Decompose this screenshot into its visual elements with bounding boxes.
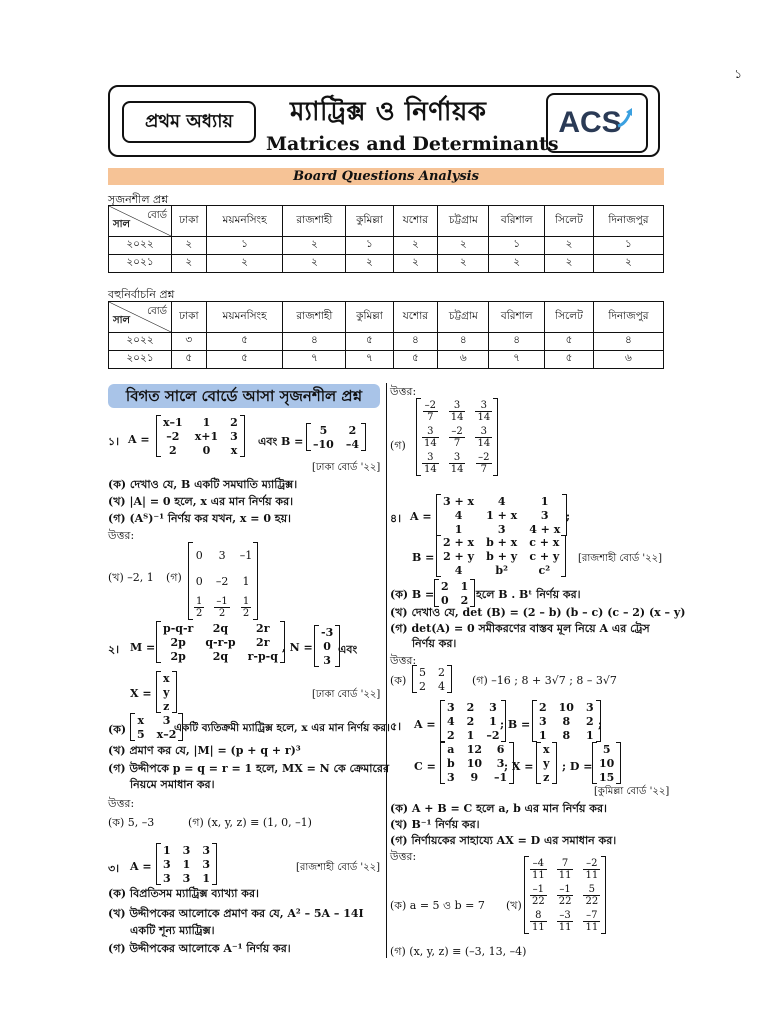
board-header-cell: বরিশাল (489, 302, 545, 333)
board-header-cell: দিনাজপুর (593, 302, 663, 333)
q5-answer-kha-label: (খ) (506, 899, 522, 912)
matrix-cell: -3 (321, 625, 334, 639)
count-cell: ৭ (346, 351, 393, 369)
header-board: বোর্ড (147, 306, 167, 317)
matrix-cell: –2 (215, 574, 229, 588)
matrix-cell: 3 (202, 843, 210, 857)
q4-part-ga-1: (গ) det(A) = 0 সমীকরণের বাস্তব মূল নিয়ে A এর ট্রেস (390, 622, 650, 635)
matrix-cell: x–2 (156, 727, 177, 741)
matrix-cell: 4 (447, 714, 455, 728)
matrix-cell: x (543, 742, 550, 756)
board-header-cell: যশোর (393, 302, 438, 333)
matrix-cell: –1 (239, 548, 253, 562)
matrix-cell: 0 (202, 443, 211, 457)
q5-source: [কুমিল্লা বোর্ড '২২] (594, 786, 670, 797)
q3-part-ka: (ক) বিপ্রতিসম ম্যাট্রিক্স ব্যাখ্যা কর। (108, 887, 259, 900)
matrix-cell: $\frac{-1}{22}$ (532, 883, 545, 907)
board-header-cell: সিলেট (545, 302, 594, 333)
count-cell: ৫ (172, 351, 207, 369)
q4-part-ga-2: নির্ণয় কর। (412, 637, 457, 650)
q2-number: ২। (108, 643, 120, 656)
q4-semicolon: ; (566, 510, 571, 523)
q1-part-ka: (ক) দেখাও যে, B একটি সমঘাতি ম্যাট্রিক্স। (108, 478, 298, 491)
matrix-cell: 1 (539, 728, 547, 742)
year-cell: ২০২১ (109, 351, 172, 369)
matrix-cell: 3 (230, 429, 238, 443)
q4-part-kha: (খ) দেখাও যে, det (B) = (2 – b) (b – c) (c – 2) (x – y) (390, 606, 686, 619)
matrix-cell: 1 (242, 574, 250, 588)
board-header-cell: ময়মনসিংহ (206, 302, 283, 333)
matrix-cell: 2 (585, 714, 594, 728)
q2-matrix-x (156, 671, 177, 713)
matrix-cell: 1 + x (486, 508, 518, 522)
matrix-cell: 1 (460, 579, 469, 593)
matrix-cell: 2q (212, 649, 229, 663)
board-header-cell: ঢাকা (172, 206, 207, 237)
count-cell: ৫ (545, 351, 594, 369)
q2-part-kha: (খ) প্রমাণ কর যে, |M| = (p + q + r)³ (108, 744, 301, 757)
header-year: সাল (113, 219, 130, 230)
matrix-cell: 2 (419, 679, 426, 693)
q5-semicolon: ; (598, 718, 603, 731)
table-row (109, 237, 664, 255)
matrix-cell: $\frac{8}{11}$ (532, 909, 545, 933)
q1-mid-text: এবং B = (258, 435, 304, 448)
q4-answer-ka-matrix (412, 665, 452, 693)
matrix-cell: 2 (230, 415, 238, 429)
matrix-cell: 0 (323, 639, 331, 653)
count-cell: ২ (438, 255, 489, 273)
creative-table (108, 205, 664, 273)
q4-answer-ga: (গ) –16 ; 8 + 3√7 ; 8 – 3√7 (472, 674, 617, 687)
matrix-cell: $\frac{-4}{11}$ (532, 857, 545, 881)
q2-answer-label: উত্তর: (108, 797, 135, 810)
q5-b-label: ; B = (500, 718, 531, 731)
board-header-cell: যশোর (393, 206, 438, 237)
matrix-cell: 3 (539, 714, 547, 728)
matrix-cell: 0 (441, 593, 449, 607)
matrix-cell: 2q (212, 621, 229, 635)
matrix-cell: –4 (345, 437, 359, 451)
count-cell: ২ (206, 255, 283, 273)
q2-mid-text: এবং (338, 643, 358, 656)
header-year: সাল (113, 315, 130, 326)
matrix-cell: x (163, 671, 170, 685)
acs-logo (546, 93, 648, 153)
matrix-cell: 2 (539, 700, 547, 714)
count-cell: ২ (283, 255, 346, 273)
q2-m-label: M = (130, 641, 156, 654)
count-cell: ৪ (438, 333, 489, 351)
matrix-cell: 3 (489, 700, 497, 714)
q4-ka-pre: (ক) B = (390, 588, 435, 601)
q2-matrix-m (156, 621, 285, 663)
q1-answer-ga-label: (গ) (166, 571, 182, 584)
year-cell: ২০২২ (109, 333, 172, 351)
q2-x-label: X = (130, 687, 152, 700)
q5-matrix-x (536, 742, 557, 784)
q5-part-kha: (খ) B⁻¹ নির্ণয় কর। (390, 818, 480, 831)
q5-matrix-d (592, 742, 621, 784)
matrix-cell: x (230, 443, 238, 457)
matrix-cell: $\frac{-3}{11}$ (558, 909, 572, 933)
q5-c-label: C = (414, 760, 436, 773)
matrix-cell: 2 (460, 593, 469, 607)
matrix-cell: 3 (162, 713, 171, 727)
matrix-cell: 2 (169, 443, 177, 457)
year-cell: ২০২১ (109, 255, 172, 273)
matrix-cell: r-p-q (247, 649, 278, 663)
matrix-cell: 9 (470, 770, 479, 784)
matrix-cell: c² (538, 563, 551, 577)
matrix-cell: $\frac{3}{14}$ (424, 425, 437, 449)
title-english: Matrices and Determinants (266, 133, 559, 155)
count-cell: ৭ (489, 351, 545, 369)
q3-answer-ga-matrix (416, 398, 498, 476)
matrix-cell: 4 (454, 563, 463, 577)
chapter-header (108, 85, 660, 157)
matrix-cell: $\frac{3}{14}$ (450, 451, 464, 475)
count-cell: ৫ (206, 333, 283, 351)
count-cell: ১ (489, 237, 545, 255)
header-diagonal-cell (109, 206, 171, 236)
q4-source: [রাজশাহী বোর্ড '২২] (578, 553, 663, 564)
q3-answer-label: উত্তর: (390, 385, 417, 398)
mcq-table (108, 301, 664, 369)
q5-part-ga: (গ) নির্ণায়কের সাহায্যে AX = D এর সমাধান কর। (390, 834, 617, 847)
matrix-cell: 2 (348, 423, 357, 437)
matrix-cell: 2 (441, 579, 449, 593)
matrix-cell: a (447, 742, 455, 756)
column-divider (386, 383, 387, 958)
q3-answer-ga-label: (গ) (390, 439, 406, 452)
q3-matrix-a (156, 843, 217, 885)
count-cell: ২ (393, 255, 438, 273)
title-bangla: ম্যাট্রিক্স ও নির্ণায়ক (290, 97, 487, 127)
matrix-cell: 3 (202, 857, 210, 871)
q2-source: [ঢাকা বোর্ড '২২] (312, 689, 381, 700)
count-cell: ২ (172, 255, 207, 273)
matrix-cell: 0 (195, 574, 203, 588)
matrix-cell: 5 (319, 423, 328, 437)
matrix-cell: x (137, 713, 145, 727)
q5-answer-ka: (ক) a = 5 ও b = 7 (390, 899, 485, 912)
q1-part-ga: (গ) (Aᵀ)⁻¹ নির্ণয় কর যখন, x = 0 হয়। (108, 512, 291, 525)
count-cell: ১ (346, 237, 393, 255)
matrix-cell: 3 (540, 508, 549, 522)
q2-part-ga-1: (গ) উদ্দীপকে p = q = r = 1 হলে, MX = N কে ক্রেমারের (108, 762, 389, 775)
q5-answer-label: উত্তর: (390, 850, 417, 863)
matrix-cell: $\frac{3}{14}$ (424, 451, 437, 475)
matrix-cell: 10 (466, 756, 483, 770)
q1-answer-label: উত্তর: (108, 529, 135, 542)
board-header-cell: বরিশাল (489, 206, 545, 237)
board-header-cell: রাজশাহী (283, 302, 346, 333)
q1-matrix-b (306, 423, 366, 451)
matrix-cell: x+1 (194, 429, 219, 443)
matrix-cell: y (163, 685, 170, 699)
table-row (109, 333, 664, 351)
matrix-cell: 4 (454, 508, 463, 522)
section-title: বিগত সালে বোর্ডে আসা সৃজনশীল প্রশ্ন (108, 384, 380, 408)
q2-ka-num: (ক) (108, 723, 127, 736)
count-cell: ৪ (283, 333, 346, 351)
matrix-cell: 1 (489, 714, 497, 728)
matrix-cell: 8 (562, 714, 571, 728)
header-board: বোর্ড (147, 210, 167, 221)
matrix-cell: 12 (466, 742, 483, 756)
matrix-cell: $\frac{3}{14}$ (477, 399, 491, 423)
matrix-cell: 3 (496, 756, 505, 770)
matrix-cell: 3 (497, 522, 506, 536)
matrix-cell: 3 (323, 653, 331, 667)
matrix-cell: c + x (529, 535, 560, 549)
count-cell: ৪ (593, 333, 663, 351)
board-header-cell: দিনাজপুর (593, 206, 663, 237)
q2-part-ka: একটি ব্যতিক্রমী ম্যাট্রিক্স হলে, x এর মান নির্ণয় কর। (174, 722, 390, 734)
matrix-cell: 1 (454, 522, 463, 536)
matrix-cell: $\frac{7}{11}$ (558, 857, 572, 881)
matrix-cell: 1 (540, 494, 549, 508)
board-header-cell: ঢাকা (172, 302, 207, 333)
q2-part-ga-2: নিয়মে সমাধান কর। (130, 778, 215, 791)
matrix-cell: 4 + x (529, 522, 561, 536)
count-cell: ২ (438, 237, 489, 255)
matrix-cell: b (447, 756, 455, 770)
count-cell: ২ (172, 237, 207, 255)
matrix-cell: –2 (486, 728, 500, 742)
count-cell: ২ (346, 255, 393, 273)
q3-part-ga: (গ) উদ্দীপকের আলোকে A⁻¹ নির্ণয় কর। (108, 942, 291, 955)
matrix-cell: 10 (599, 756, 615, 770)
count-cell: ৫ (346, 333, 393, 351)
matrix-cell: 2 (438, 665, 445, 679)
count-cell: ৬ (438, 351, 489, 369)
matrix-cell: 2 + x (443, 535, 475, 549)
count-cell: ৬ (593, 351, 663, 369)
count-cell: ৩ (172, 333, 207, 351)
q4-a-label: A = (410, 510, 432, 523)
q2-n-label: , N = (282, 641, 313, 654)
q2-matrix-n (314, 625, 340, 667)
matrix-cell: 3 (163, 871, 171, 885)
count-cell: ১ (206, 237, 283, 255)
q4-matrix-a (436, 494, 567, 536)
logo-arrow-icon (616, 106, 636, 130)
matrix-cell: $\frac{-2}{11}$ (585, 857, 599, 881)
chapter-label: প্রথম অধ্যায় (122, 101, 256, 143)
q2-answer-ga: (গ) (x, y, z) ≡ (1, 0, –1) (188, 816, 312, 829)
matrix-cell: $\frac{5}{22}$ (585, 883, 599, 907)
matrix-cell: 0 (195, 548, 203, 562)
matrix-cell: 4 (497, 494, 506, 508)
matrix-cell: b + x (486, 535, 518, 549)
matrix-cell: 3 + x (443, 494, 475, 508)
matrix-cell: 2 (466, 714, 475, 728)
q3-part-kha-2: একটি শূন্য ম্যাট্রিক্স। (130, 924, 215, 937)
matrix-cell: 3 (447, 700, 455, 714)
q1-number: ১। (108, 435, 120, 448)
q4-ka-matrix (434, 579, 475, 607)
matrix-cell: $\frac{-1}{2}$ (216, 595, 228, 619)
count-cell: ৫ (393, 351, 438, 369)
q5-answer-kha-matrix (524, 856, 606, 934)
matrix-cell: 3 (163, 857, 171, 871)
matrix-cell: q-r-p (205, 635, 236, 649)
q4-part-ka: হলে B . Bᵗ নির্ণয় কর। (476, 588, 581, 601)
matrix-cell: $\frac{-7}{11}$ (585, 909, 599, 933)
matrix-cell: 8 (562, 728, 571, 742)
matrix-cell: 2r (256, 635, 270, 649)
matrix-cell: 5 (137, 727, 145, 741)
board-header-cell: চট্টগ্রাম (438, 302, 489, 333)
matrix-cell: 5 (419, 665, 426, 679)
matrix-cell: 2r (256, 621, 270, 635)
matrix-cell: 2p (170, 635, 186, 649)
header-diagonal-cell (109, 302, 171, 332)
q5-part-ka: (ক) A + B = C হলে a, b এর মান নির্ণয় কর। (390, 802, 607, 815)
matrix-cell: 3 (585, 700, 594, 714)
logo-text: ACS (558, 106, 622, 139)
matrix-cell: z (163, 699, 170, 713)
matrix-cell: 1 (202, 871, 210, 885)
matrix-cell: x–1 (163, 415, 183, 429)
count-cell: ২ (283, 237, 346, 255)
board-header-cell: কুমিল্লা (346, 302, 393, 333)
matrix-cell: 1 (182, 857, 191, 871)
matrix-cell: b + y (486, 549, 518, 563)
q1-answer-kha: (খ) –2, 1 (108, 571, 154, 584)
matrix-cell: z (543, 770, 550, 784)
matrix-cell: 5 (602, 742, 611, 756)
board-header-cell: চট্টগ্রাম (438, 206, 489, 237)
page-number: ১ (734, 67, 742, 81)
matrix-cell: $\frac{1}{2}$ (242, 595, 250, 619)
q1-a-label: A = (128, 433, 150, 446)
q3-source: [রাজশাহী বোর্ড '২২] (296, 862, 381, 873)
matrix-cell: $\frac{-2}{7}$ (478, 451, 490, 475)
q5-x-label: ; X = (504, 760, 534, 773)
matrix-cell: y (543, 756, 550, 770)
count-cell: ২ (489, 255, 545, 273)
matrix-cell: –1 (494, 770, 508, 784)
count-cell: ৭ (283, 351, 346, 369)
count-cell: ২ (593, 255, 663, 273)
q1-answer-ga-matrix (188, 542, 258, 620)
matrix-cell: p-q-r (163, 621, 194, 635)
q5-a-label: A = (414, 718, 436, 731)
matrix-cell: b² (495, 563, 508, 577)
q5-matrix-b (532, 700, 601, 742)
table-row (109, 255, 664, 273)
board-header-cell: সিলেট (545, 206, 594, 237)
q5-matrix-a (440, 700, 506, 742)
count-cell: ১ (593, 237, 663, 255)
matrix-cell: 10 (558, 700, 574, 714)
q5-d-label: ; D = (562, 760, 593, 773)
matrix-cell: 1 (466, 728, 475, 742)
count-cell: ২ (545, 255, 594, 273)
matrix-cell: 4 (438, 679, 445, 693)
q4-answer-label: উত্তর: (390, 654, 417, 667)
matrix-cell: 2 (466, 700, 475, 714)
matrix-cell: 3 (182, 843, 191, 857)
matrix-cell: $\frac{3}{14}$ (450, 399, 464, 423)
count-cell: ৪ (393, 333, 438, 351)
matrix-cell: 1 (163, 843, 171, 857)
mcq-label: বহুনির্বাচনি প্রশ্ন (108, 288, 175, 301)
matrix-cell: 3 (447, 770, 455, 784)
q2-answer-ka: (ক) 5, –3 (108, 816, 155, 829)
matrix-cell: 3 (218, 548, 226, 562)
matrix-cell: 1 (585, 728, 594, 742)
matrix-cell: 2 (447, 728, 455, 742)
matrix-cell: $\frac{-1}{22}$ (558, 883, 572, 907)
q4-answer-ka-label: (ক) (390, 674, 407, 687)
q1-matrix-a (156, 415, 245, 457)
count-cell: ৫ (545, 333, 594, 351)
matrix-cell: 3 (182, 871, 191, 885)
matrix-cell: –10 (313, 437, 334, 451)
count-cell: ৫ (206, 351, 283, 369)
board-header-cell: রাজশাহী (283, 206, 346, 237)
q1-source: [ঢাকা বোর্ড '২২] (312, 462, 381, 473)
count-cell: ২ (545, 237, 594, 255)
q4-b-label: B = (412, 551, 435, 564)
board-analysis-banner: Board Questions Analysis (108, 168, 664, 185)
matrix-cell: 6 (496, 742, 505, 756)
matrix-cell: $\frac{1}{2}$ (196, 595, 203, 619)
matrix-cell: $\frac{-2}{7}$ (424, 399, 437, 423)
matrix-cell: 2 + y (443, 549, 474, 563)
q1-part-kha: (খ) |A| = 0 হলে, x এর মান নির্ণয় কর। (108, 495, 294, 508)
q3-part-kha-1: (খ) উদ্দীপকের আলোকে প্রমাণ কর যে, A² – 5A – 14I (108, 907, 364, 920)
board-header-cell: কুমিল্লা (346, 206, 393, 237)
creative-label: সৃজনশীল প্রশ্ন (108, 193, 169, 206)
matrix-cell: –2 (166, 429, 180, 443)
q5-answer-ga: (গ) (x, y, z) ≡ (–3, 13, –4) (390, 945, 527, 958)
count-cell: ৪ (489, 333, 545, 351)
board-header-cell: ময়মনসিংহ (206, 206, 283, 237)
q3-number: ৩। (108, 862, 120, 875)
matrix-cell: $\frac{3}{14}$ (477, 425, 491, 449)
matrix-cell: c + y (529, 549, 560, 563)
q4-number: ৪। (390, 512, 402, 525)
matrix-cell: $\frac{-2}{7}$ (451, 425, 463, 449)
year-cell: ২০২২ (109, 237, 172, 255)
count-cell: ২ (393, 237, 438, 255)
matrix-cell: 1 (202, 415, 211, 429)
q5-number: ৫। (390, 720, 402, 733)
matrix-cell: 15 (599, 770, 615, 784)
q3-a-label: A = (130, 860, 152, 873)
table-row (109, 351, 664, 369)
matrix-cell: 2p (170, 649, 186, 663)
q4-matrix-b (436, 535, 566, 577)
